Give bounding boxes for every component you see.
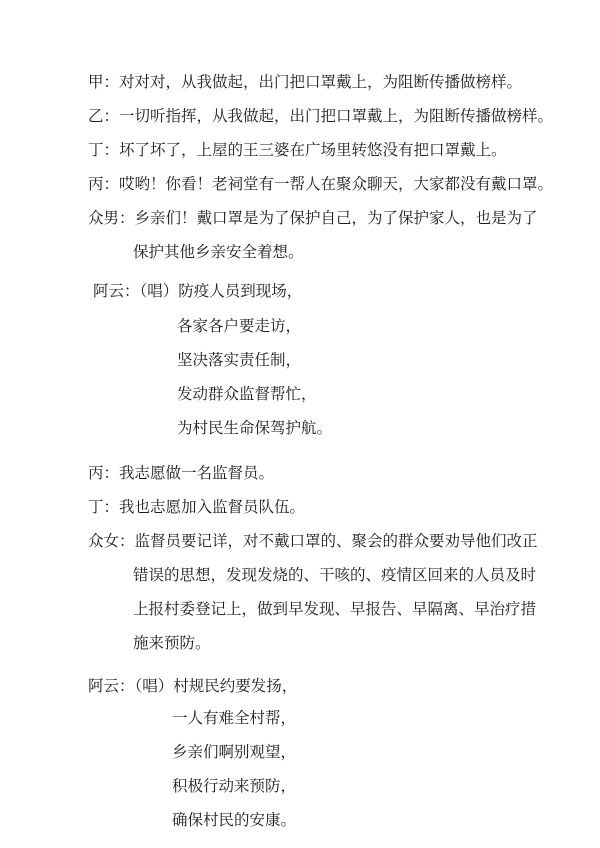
song-line: 为村民生命保驾护航。 [177,419,333,437]
dialogue-text: 一切听指挥，从我做起，出门把口罩戴上，为阻断传播做榜样。 [119,107,554,125]
speaker-label: 丁： [88,498,120,516]
dialogue-line [88,531,538,551]
dialogue-line [88,140,507,160]
dialogue-continuation: 施来预防。 [133,634,211,652]
speaker-label: 众女： [88,532,135,550]
song-line [88,676,297,696]
song-line: 确保村民的安康。 [172,811,297,829]
song-line [93,281,302,301]
dialogue-line [88,208,538,228]
speaker-label: 甲： [88,73,120,91]
dialogue-text: 我志愿做一名监督员。 [119,464,275,482]
song-text: （唱）防疫人员到现场， [139,282,303,300]
dialogue-text: 乡亲们！戴口罩是为了保护自己，为了保护家人，也是为了 [134,209,538,227]
dialogue-text: 对对对，从我做起，出门把口罩戴上，为阻断传播做榜样。 [119,73,523,91]
speaker-label: 丁： [88,141,120,159]
dialogue-continuation: 错误的思想，发现发烧的、干咳的、疫情区回来的人员及时 [133,566,537,584]
speaker-label: 丙： [88,464,120,482]
song-line: 坚决落实责任制， [177,351,302,369]
dialogue-continuation: 保护其他乡亲安全着想。 [133,243,304,261]
song-text: （唱）村规民约要发扬， [134,677,298,695]
speaker-label: 众男： [88,209,135,227]
song-line: 一人有难全村帮， [172,709,297,727]
song-line: 各家各户要走访， [177,317,302,335]
dialogue-line [88,174,553,194]
dialogue-line [88,497,305,517]
dialogue-continuation: 上报村委登记上，做到早发现、早报告、早隔离、早治疗措 [133,600,537,618]
dialogue-line [88,72,522,92]
speaker-label: 丙： [88,175,120,193]
dialogue-text: 监督员要记详，对不戴口罩的、聚会的群众要劝导他们改正 [134,532,538,550]
song-line: 乡亲们啊别观望， [172,743,297,761]
dialogue-text: 哎哟！你看！老祠堂有一帮人在聚众聊天，大家都没有戴口罩。 [119,175,554,193]
song-line: 发动群众监督帮忙， [177,385,317,403]
dialogue-text: 我也志愿加入监督员队伍。 [119,498,306,516]
speaker-label: 阿云： [88,677,135,695]
dialogue-line [88,463,274,483]
dialogue-text: 坏了坏了，上屋的王三婆在广场里转悠没有把口罩戴上。 [119,141,507,159]
speaker-label: 乙： [88,107,120,125]
dialogue-line [88,106,553,126]
speaker-label: 阿云： [93,282,140,300]
song-line: 积极行动来预防， [172,777,297,795]
